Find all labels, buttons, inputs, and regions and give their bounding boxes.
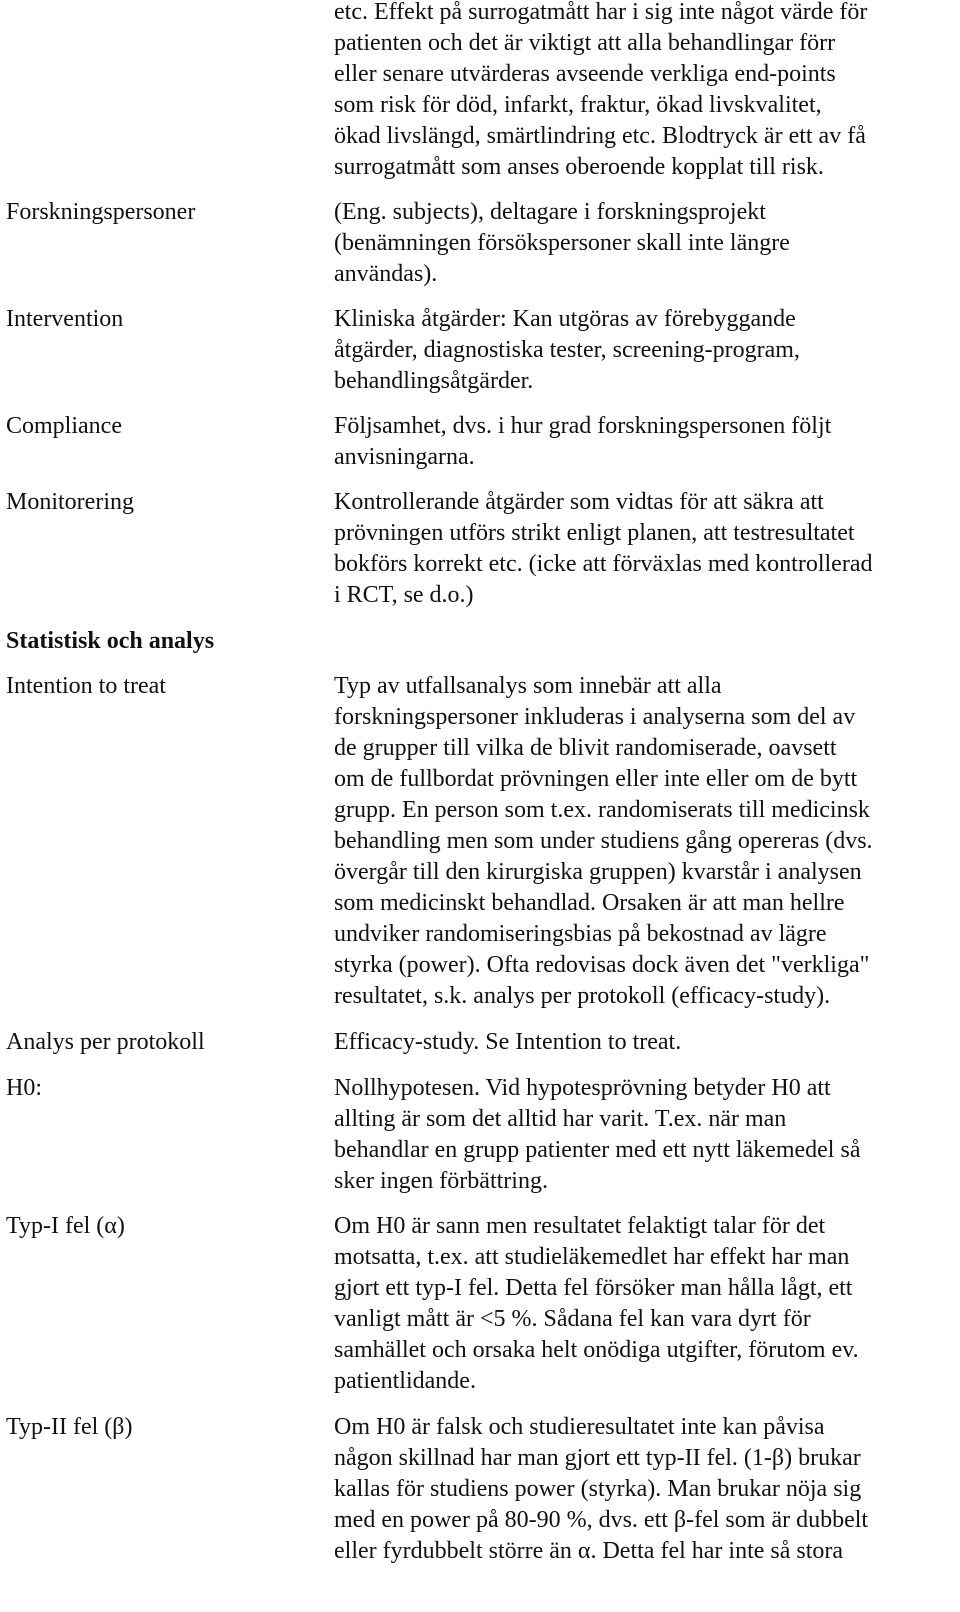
definition-intention-to-treat: Typ av utfallsanalys som innebär att alla forskningspersoner inkluderas i analyserna som del av de grupper till vilka de blivit randomiserade, oavsett om de fullbordat prövningen eller inte eller om de bytt grupp. En person som t.ex. randomiserats till medicinsk behandling men som under studiens gång opereras (dvs. övergår till den kirurgiska gruppen) kvarstår i analysen som medicinskt behandlad. Orsaken är att man hellre undviker randomiseringsbias på bekostnad av lägre styrka (power). Ofta redovisas dock även det "verkliga" resultatet, s.k. analys per protokoll (efficacy-study). (334, 673, 873, 1009)
definition-typ-ii-fel: Om H0 är falsk och studieresultatet inte kan påvisa någon skillnad har man gjort ett typ-II fel. (1-β) brukar kallas för studiens power (styrka). Man brukar nöja sig med en power på 80-90 %, dvs. ett β-fel som är dubbelt eller fyrdubbelt större än α. Detta fel har inte så stora (334, 1414, 869, 1564)
definition-h0: Nollhypotesen. Vid hypotesprövning betyder H0 att allting är som det alltid har varit. T.ex. när man behandlar en grupp patienter med ett nytt läkemedel så sker ingen förbättring. (334, 1075, 861, 1194)
term-analys-per-protokoll: Analys per protokoll (6, 1029, 205, 1055)
term-intervention: Intervention (6, 306, 124, 332)
term-typ-i-fel: Typ-I fel (α) (6, 1213, 125, 1239)
definition-intervention: Kliniska åtgärder: Kan utgöras av förebyggande åtgärder, diagnostiska tester, screening-program, behandlingsåtgärder. (334, 306, 800, 394)
term-monitorering: Monitorering (6, 489, 134, 515)
definition-analys-per-protokoll: Efficacy-study. Se Intention to treat. (334, 1029, 682, 1055)
term-intention-to-treat: Intention to treat (6, 673, 166, 699)
term-typ-ii-fel: Typ-II fel (β) (6, 1414, 133, 1440)
intro-text: etc. Effekt på surrogatmått har i sig inte något värde för patienten och det är viktigt att alla behandlingar förr eller senare utvärderas avseende verkliga end-points som risk för död, infarkt, fraktur, ökad livskvalitet, ökad livslängd, smärtlindring etc. Blodtryck är ett av få surrogatmått som anses oberoende kopplat till risk. (334, 0, 868, 180)
term-h0: H0: (6, 1075, 42, 1101)
definition-monitorering: Kontrollerande åtgärder som vidtas för att säkra att prövningen utförs strikt enligt planen, att testresultatet bokförs korrekt etc. (icke att förväxlas med kontrollerad i RCT, se d.o.) (334, 489, 873, 608)
term-forskningspersoner: Forskningspersoner (6, 199, 196, 225)
section-heading: Statistisk och analys (6, 628, 215, 654)
definition-compliance: Följsamhet, dvs. i hur grad forskningspersonen följt anvisningarna. (334, 413, 832, 470)
definition-forskningspersoner: (Eng. subjects), deltagare i forskningsprojekt (benämningen försökspersoner skall inte längre användas). (334, 199, 790, 287)
definition-typ-i-fel: Om H0 är sann men resultatet felaktigt talar för det motsatta, t.ex. att studieläkemedlet har effekt har man gjort ett typ-I fel. Detta fel försöker man hålla lågt, ett vanligt mått är <5 %. Sådana fel kan vara dyrt för samhället och orsaka helt onödiga utgifter, förutom ev. patientlidande. (334, 1213, 859, 1394)
term-compliance: Compliance (6, 413, 122, 439)
